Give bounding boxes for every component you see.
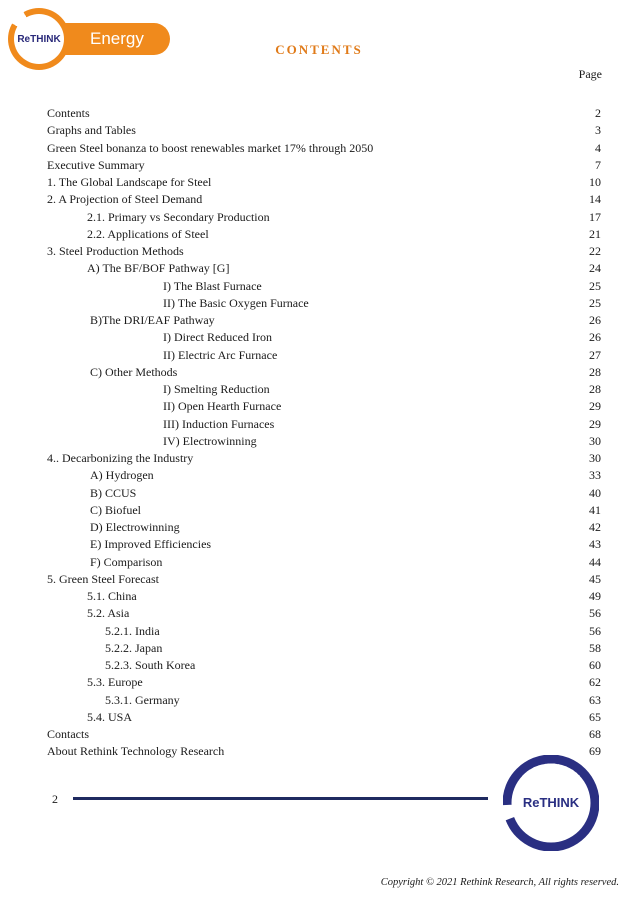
- toc-entry-label: B)The DRI/EAF Pathway: [90, 313, 215, 327]
- toc-entry-label: 2. A Projection of Steel Demand: [47, 192, 203, 207]
- toc-entry[interactable]: [47, 657, 601, 674]
- toc-entry-label: 5.4. USA: [87, 709, 133, 724]
- toc-entry-label: I) Direct Reduced Iron: [163, 330, 272, 345]
- toc-entry[interactable]: [47, 260, 601, 277]
- toc-entry-label: 1. The Global Landscape for Steel: [47, 175, 212, 189]
- toc-entry-label: C) Biofuel: [90, 502, 141, 517]
- toc-entry[interactable]: [47, 312, 601, 329]
- toc-entry-label: A) The BF/BOF Pathway [G]: [87, 261, 230, 276]
- toc-entry-label: II) The Basic Oxygen Furnace: [163, 295, 309, 310]
- toc-entry-label: Executive Summary: [47, 157, 145, 172]
- toc-entry-label: Contents: [47, 106, 90, 120]
- toc-entry[interactable]: [47, 692, 601, 709]
- toc-entry-page: 41: [589, 502, 601, 517]
- toc-entry[interactable]: [47, 347, 601, 364]
- toc-entry-page: 30: [589, 433, 601, 448]
- toc-entry[interactable]: [47, 519, 601, 536]
- toc-entry-page: 62: [589, 675, 601, 690]
- toc-entry-label: 5.1. China: [87, 589, 137, 603]
- toc-entry-label: 3. Steel Production Methods: [47, 244, 184, 258]
- toc-entry-page: 33: [589, 468, 601, 483]
- toc-entry-page: 4: [595, 140, 601, 155]
- toc-entry-page: 2: [595, 106, 601, 120]
- toc-entry-label: 5.3. Europe: [87, 675, 143, 690]
- toc-entry[interactable]: [47, 398, 601, 415]
- toc-entry[interactable]: [47, 433, 601, 450]
- toc-entry-page: 58: [589, 640, 601, 655]
- toc-entry-page: 28: [589, 364, 601, 379]
- toc-entry-page: 69: [589, 744, 601, 759]
- toc-entry-label: A) Hydrogen: [90, 468, 154, 483]
- toc-entry[interactable]: [47, 105, 601, 122]
- page-column-header: Page: [578, 67, 602, 81]
- toc-entry-page: 40: [589, 485, 601, 500]
- toc-entry[interactable]: [47, 381, 601, 398]
- toc-entry[interactable]: [47, 588, 601, 605]
- toc-entry-page: 65: [589, 709, 601, 724]
- toc-entry-label: E) Improved Efficiencies: [90, 537, 212, 552]
- toc-entry-page: 42: [589, 520, 601, 534]
- page-title: CONTENTS: [275, 42, 363, 57]
- toc-entry-label: 4.. Decarbonizing the Industry: [47, 451, 194, 465]
- toc-entry[interactable]: [47, 174, 601, 191]
- toc-entry-label: About Rethink Technology Research: [47, 744, 225, 759]
- toc-entry-page: 49: [589, 589, 601, 603]
- toc-entry[interactable]: [47, 295, 601, 312]
- toc-entry[interactable]: [47, 364, 601, 381]
- toc-entry[interactable]: [47, 726, 601, 743]
- toc-entry-page: 26: [589, 313, 601, 327]
- toc-entry[interactable]: [47, 191, 601, 208]
- toc-entry-page: 14: [589, 192, 601, 207]
- toc-entry-page: 29: [589, 399, 601, 414]
- toc-entry[interactable]: [47, 571, 601, 588]
- toc-entry-page: 10: [589, 175, 601, 189]
- toc-entry[interactable]: [47, 450, 601, 467]
- toc-entry-page: 63: [589, 692, 601, 707]
- toc-entry-page: 56: [589, 606, 601, 621]
- toc-entry-page: 45: [589, 571, 601, 586]
- rethink-energy-logo: [8, 8, 168, 70]
- toc-entry-page: 26: [589, 330, 601, 345]
- table-of-contents: [47, 105, 601, 761]
- footer-divider: [73, 797, 488, 800]
- toc-entry-label: 5.2.3. South Korea: [105, 658, 196, 672]
- toc-entry-label: 5.3.1. Germany: [105, 692, 180, 707]
- toc-entry-page: 60: [589, 658, 601, 672]
- toc-entry-page: 68: [589, 727, 601, 741]
- toc-entry[interactable]: [47, 209, 601, 226]
- toc-entry-page: 28: [589, 382, 601, 396]
- toc-entry[interactable]: [47, 502, 601, 519]
- toc-entry[interactable]: [47, 536, 601, 553]
- svg-text:RESEARCH: [529, 823, 573, 838]
- toc-entry[interactable]: [47, 157, 601, 174]
- copyright-notice: Copyright © 2021 Rethink Research, All rights reserved.: [380, 877, 619, 888]
- toc-entry-page: 7: [595, 157, 601, 172]
- rethink-research-badge-icon: [503, 755, 599, 851]
- toc-entry-page: 29: [589, 416, 601, 431]
- toc-entry[interactable]: [47, 623, 601, 640]
- toc-entry-page: 56: [589, 623, 601, 638]
- toc-entry-page: 44: [589, 554, 601, 569]
- toc-entry[interactable]: [47, 122, 601, 139]
- toc-entry-label: I) The Blast Furnace: [163, 278, 262, 293]
- toc-entry-label: 2.2. Applications of Steel: [87, 226, 209, 241]
- badge-center-text: ReTHINK: [522, 795, 580, 810]
- toc-entry[interactable]: [47, 416, 601, 433]
- energy-banner-text: Energy: [90, 29, 144, 48]
- toc-entry-page: 25: [589, 295, 601, 310]
- toc-entry-label: II) Electric Arc Furnace: [163, 347, 278, 362]
- toc-entry-label: C) Other Methods: [90, 364, 178, 379]
- toc-entry-label: 5.2.2. Japan: [105, 640, 163, 655]
- toc-entry-page: 24: [589, 261, 601, 276]
- toc-entry-label: Contacts: [47, 727, 89, 741]
- toc-entry-label: D) Electrowinning: [90, 520, 180, 534]
- toc-entry-page: 25: [589, 278, 601, 293]
- toc-entry-label: 5. Green Steel Forecast: [47, 571, 159, 586]
- toc-entry-page: 17: [589, 209, 601, 224]
- toc-entry[interactable]: [47, 709, 601, 726]
- toc-entry-page: 3: [595, 123, 601, 138]
- toc-entry[interactable]: [47, 243, 601, 260]
- toc-entry-page: 27: [589, 347, 601, 362]
- toc-entry-label: F) Comparison: [90, 554, 163, 569]
- toc-entry-label: IV) Electrowinning: [163, 433, 257, 448]
- toc-entry-label: II) Open Hearth Furnace: [163, 399, 282, 414]
- toc-entry[interactable]: [47, 554, 601, 571]
- toc-entry[interactable]: [47, 278, 601, 295]
- toc-entry-label: III) Induction Furnaces: [163, 416, 275, 431]
- badge-bottom-text: RESEARCH: [528, 822, 574, 839]
- toc-entry[interactable]: [47, 640, 601, 657]
- toc-entry[interactable]: [47, 329, 601, 346]
- toc-entry-page: 30: [589, 451, 601, 465]
- toc-entry-label: Green Steel bonanza to boost renewables market 17% through 2050: [47, 140, 374, 155]
- toc-entry[interactable]: [47, 605, 601, 622]
- toc-entry-label: 2.1. Primary vs Secondary Production: [87, 209, 270, 224]
- toc-entry-page: 21: [589, 226, 601, 241]
- badge-top-text: TECHNOLOGY: [520, 761, 582, 782]
- logo-ring-icon: [8, 8, 70, 70]
- toc-entry-label: B) CCUS: [90, 485, 137, 500]
- toc-entry-label: Graphs and Tables: [47, 123, 136, 138]
- toc-entry-label: 5.2.1. India: [105, 623, 160, 638]
- toc-entry-label: I) Smelting Reduction: [163, 382, 270, 396]
- toc-entry[interactable]: [47, 226, 601, 243]
- toc-entry-label: 5.2. Asia: [87, 606, 130, 621]
- footer-page-number: 2: [52, 792, 58, 806]
- toc-entry[interactable]: [47, 140, 601, 157]
- toc-entry[interactable]: [47, 485, 601, 502]
- toc-entry[interactable]: [47, 674, 601, 691]
- logo-text: ReTHINK: [17, 33, 61, 45]
- toc-entry-page: 22: [589, 244, 601, 258]
- toc-entry[interactable]: [47, 467, 601, 484]
- toc-entry-page: 43: [589, 537, 601, 552]
